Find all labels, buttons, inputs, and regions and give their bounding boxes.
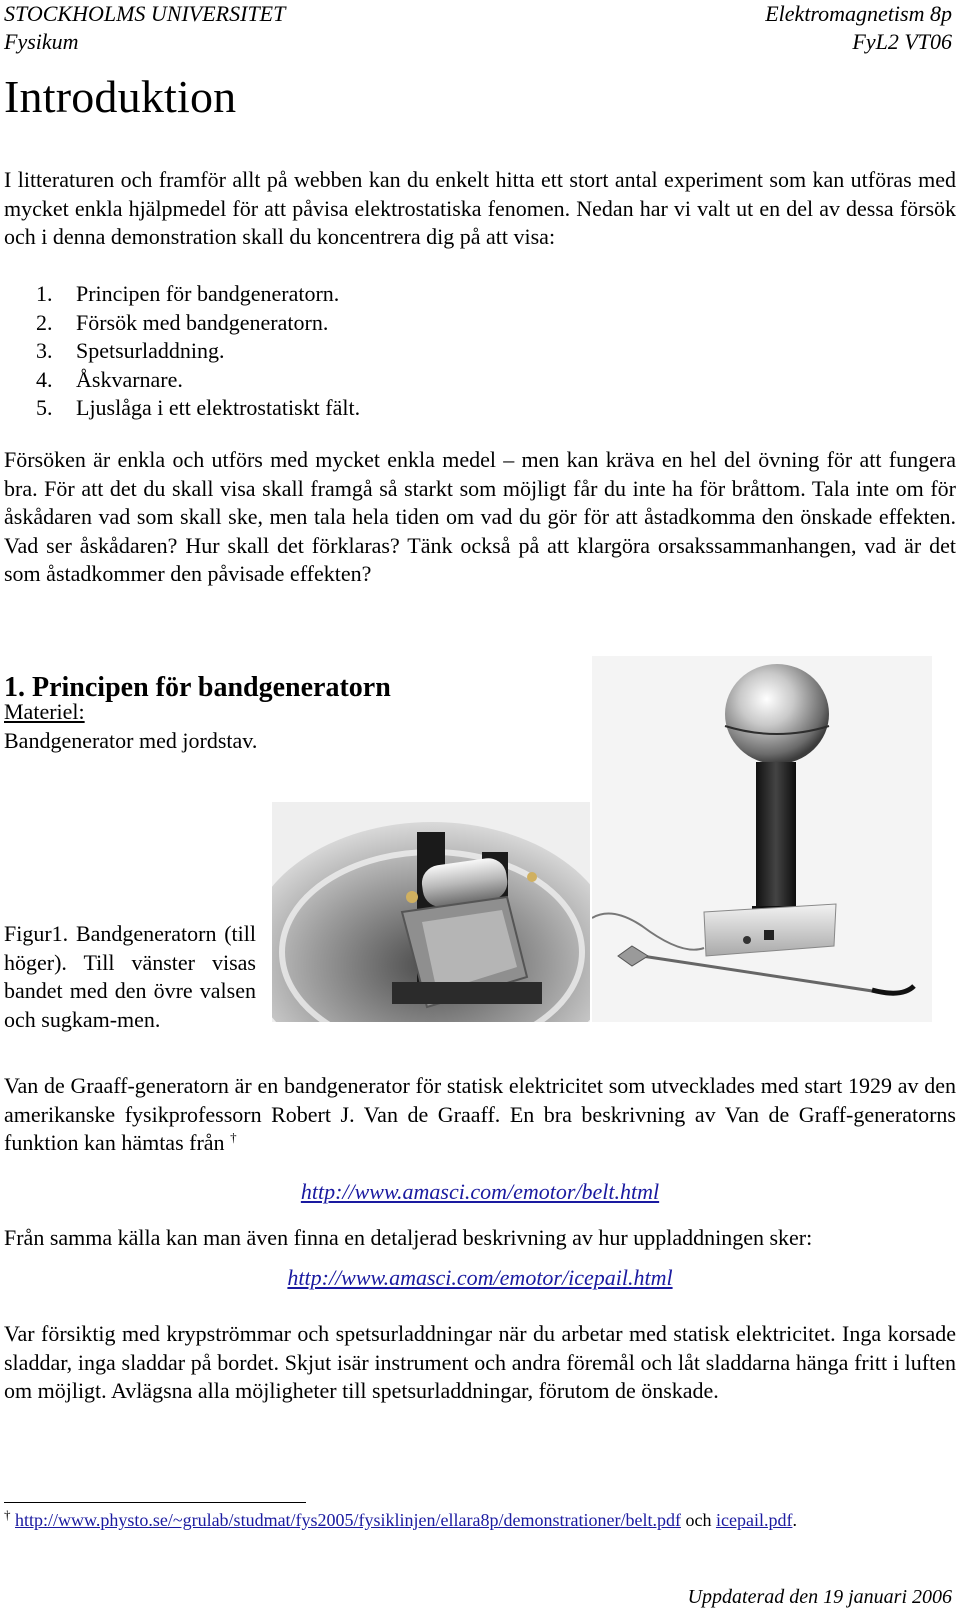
list-item: 4. Åskvarnare. (36, 366, 183, 392)
generator-paragraph: Van de Graaff-generatorn är en bandgenerator för statisk elektricitet som utvecklades med start 1929 av den amerikanske fysikprofessorn Robert J. Van de Graaff. En bra beskrivning av Van de Graff-generatorns funktion kan hämtas från † (4, 1073, 956, 1155)
materiel-label: Materiel: (4, 699, 85, 724)
materiel-text: Bandgenerator med jordstav. (4, 728, 258, 753)
updated-date: Uppdaterad den 19 januari 2006 (687, 1586, 952, 1608)
footnote-icepail-link[interactable]: icepail.pdf (715, 1510, 793, 1530)
list-item: 1. Principen för bandgeneratorn. (36, 281, 340, 306)
header-institution: STOCKHOLMS UNIVERSITET (4, 1, 286, 26)
belt-link[interactable]: http://www.amasci.com/emotor/belt.html (300, 1179, 660, 1204)
page-title: Introduktion (4, 71, 237, 122)
figure-caption: Figur1. Bandgeneratorn (till höger). Till vänster visas bandet med den övre valsen och sugkam-men. (4, 921, 256, 1032)
icepail-link[interactable]: http://www.amasci.com/emotor/icepail.html (287, 1265, 673, 1290)
footnote-pdf-link[interactable]: http://www.physto.se/~grulab/studmat/fys2005/fysiklinjen/ellara8p/demonstrationer/belt.pdf (15, 1510, 681, 1530)
intro-paragraph: I litteraturen och framför allt på webben kan du enkelt hitta ett stort antal experiment som kan utföras med mycket enkla hjälpmedel för att påvisa elektrostatiska fenomen. Nedan har vi valt ut en del av dessa försök och i denna demonstration skall du koncentrera dig på att visa: (4, 167, 956, 249)
footnote-marker: † (230, 1129, 237, 1145)
header-course: Elektromagnetism 8p (765, 1, 952, 26)
section-heading: 1. Principen för bandgeneratorn (4, 672, 391, 703)
safety-paragraph: Var försiktig med krypströmmar och spetsurladdningar när du arbetar med statisk elektricitet. Inga korsade sladdar, inga sladdar på bordet. Skjut isär instrument och andra föremål och låt sladdarna hänga fritt i luften om möjligt. Avlägsna alla möjligheter till spetsurladdningar, förutom de önskade. (4, 1321, 956, 1403)
header-department: Fysikum (4, 29, 79, 54)
footnote: † http://www.physto.se/~grulab/studmat/fys2005/fysiklinjen/ellara8p/demonstrationer/belt.pdf och icepail.pdf. (4, 1507, 797, 1530)
list-item: 3. Spetsurladdning. (36, 338, 225, 363)
header-term: FyL2 VT06 (852, 29, 952, 54)
source-paragraph: Från samma källa kan man även finna en detaljerad beskrivning av hur uppladdningen sker: (4, 1225, 813, 1250)
belt-roller-photo (272, 802, 590, 1022)
generator-photo (592, 656, 932, 1022)
advice-paragraph: Försöken är enkla och utförs med mycket enkla medel – men kan kräva en hel del övning för att fungera bra. För att det du skall visa skall framgå så starkt som möjligt får du inte ha för bråttom. Tala inte om för åskådaren vad som skall ske, men tala hela tiden om vad du gör för att åstadkomma den önskade effekten. Vad ser åskådaren? Hur skall det förklaras? Tänk också på att klargöra orsakssammanhangen, vad är det som åstadkommer den påvisade effekten? (4, 447, 956, 586)
demonstration-list (36, 280, 360, 423)
list-item: 2. Försök med bandgeneratorn. (36, 309, 329, 335)
footnote-divider (4, 1502, 306, 1503)
list-item: 5. Ljuslåga i ett elektrostatiskt fält. (36, 395, 361, 420)
